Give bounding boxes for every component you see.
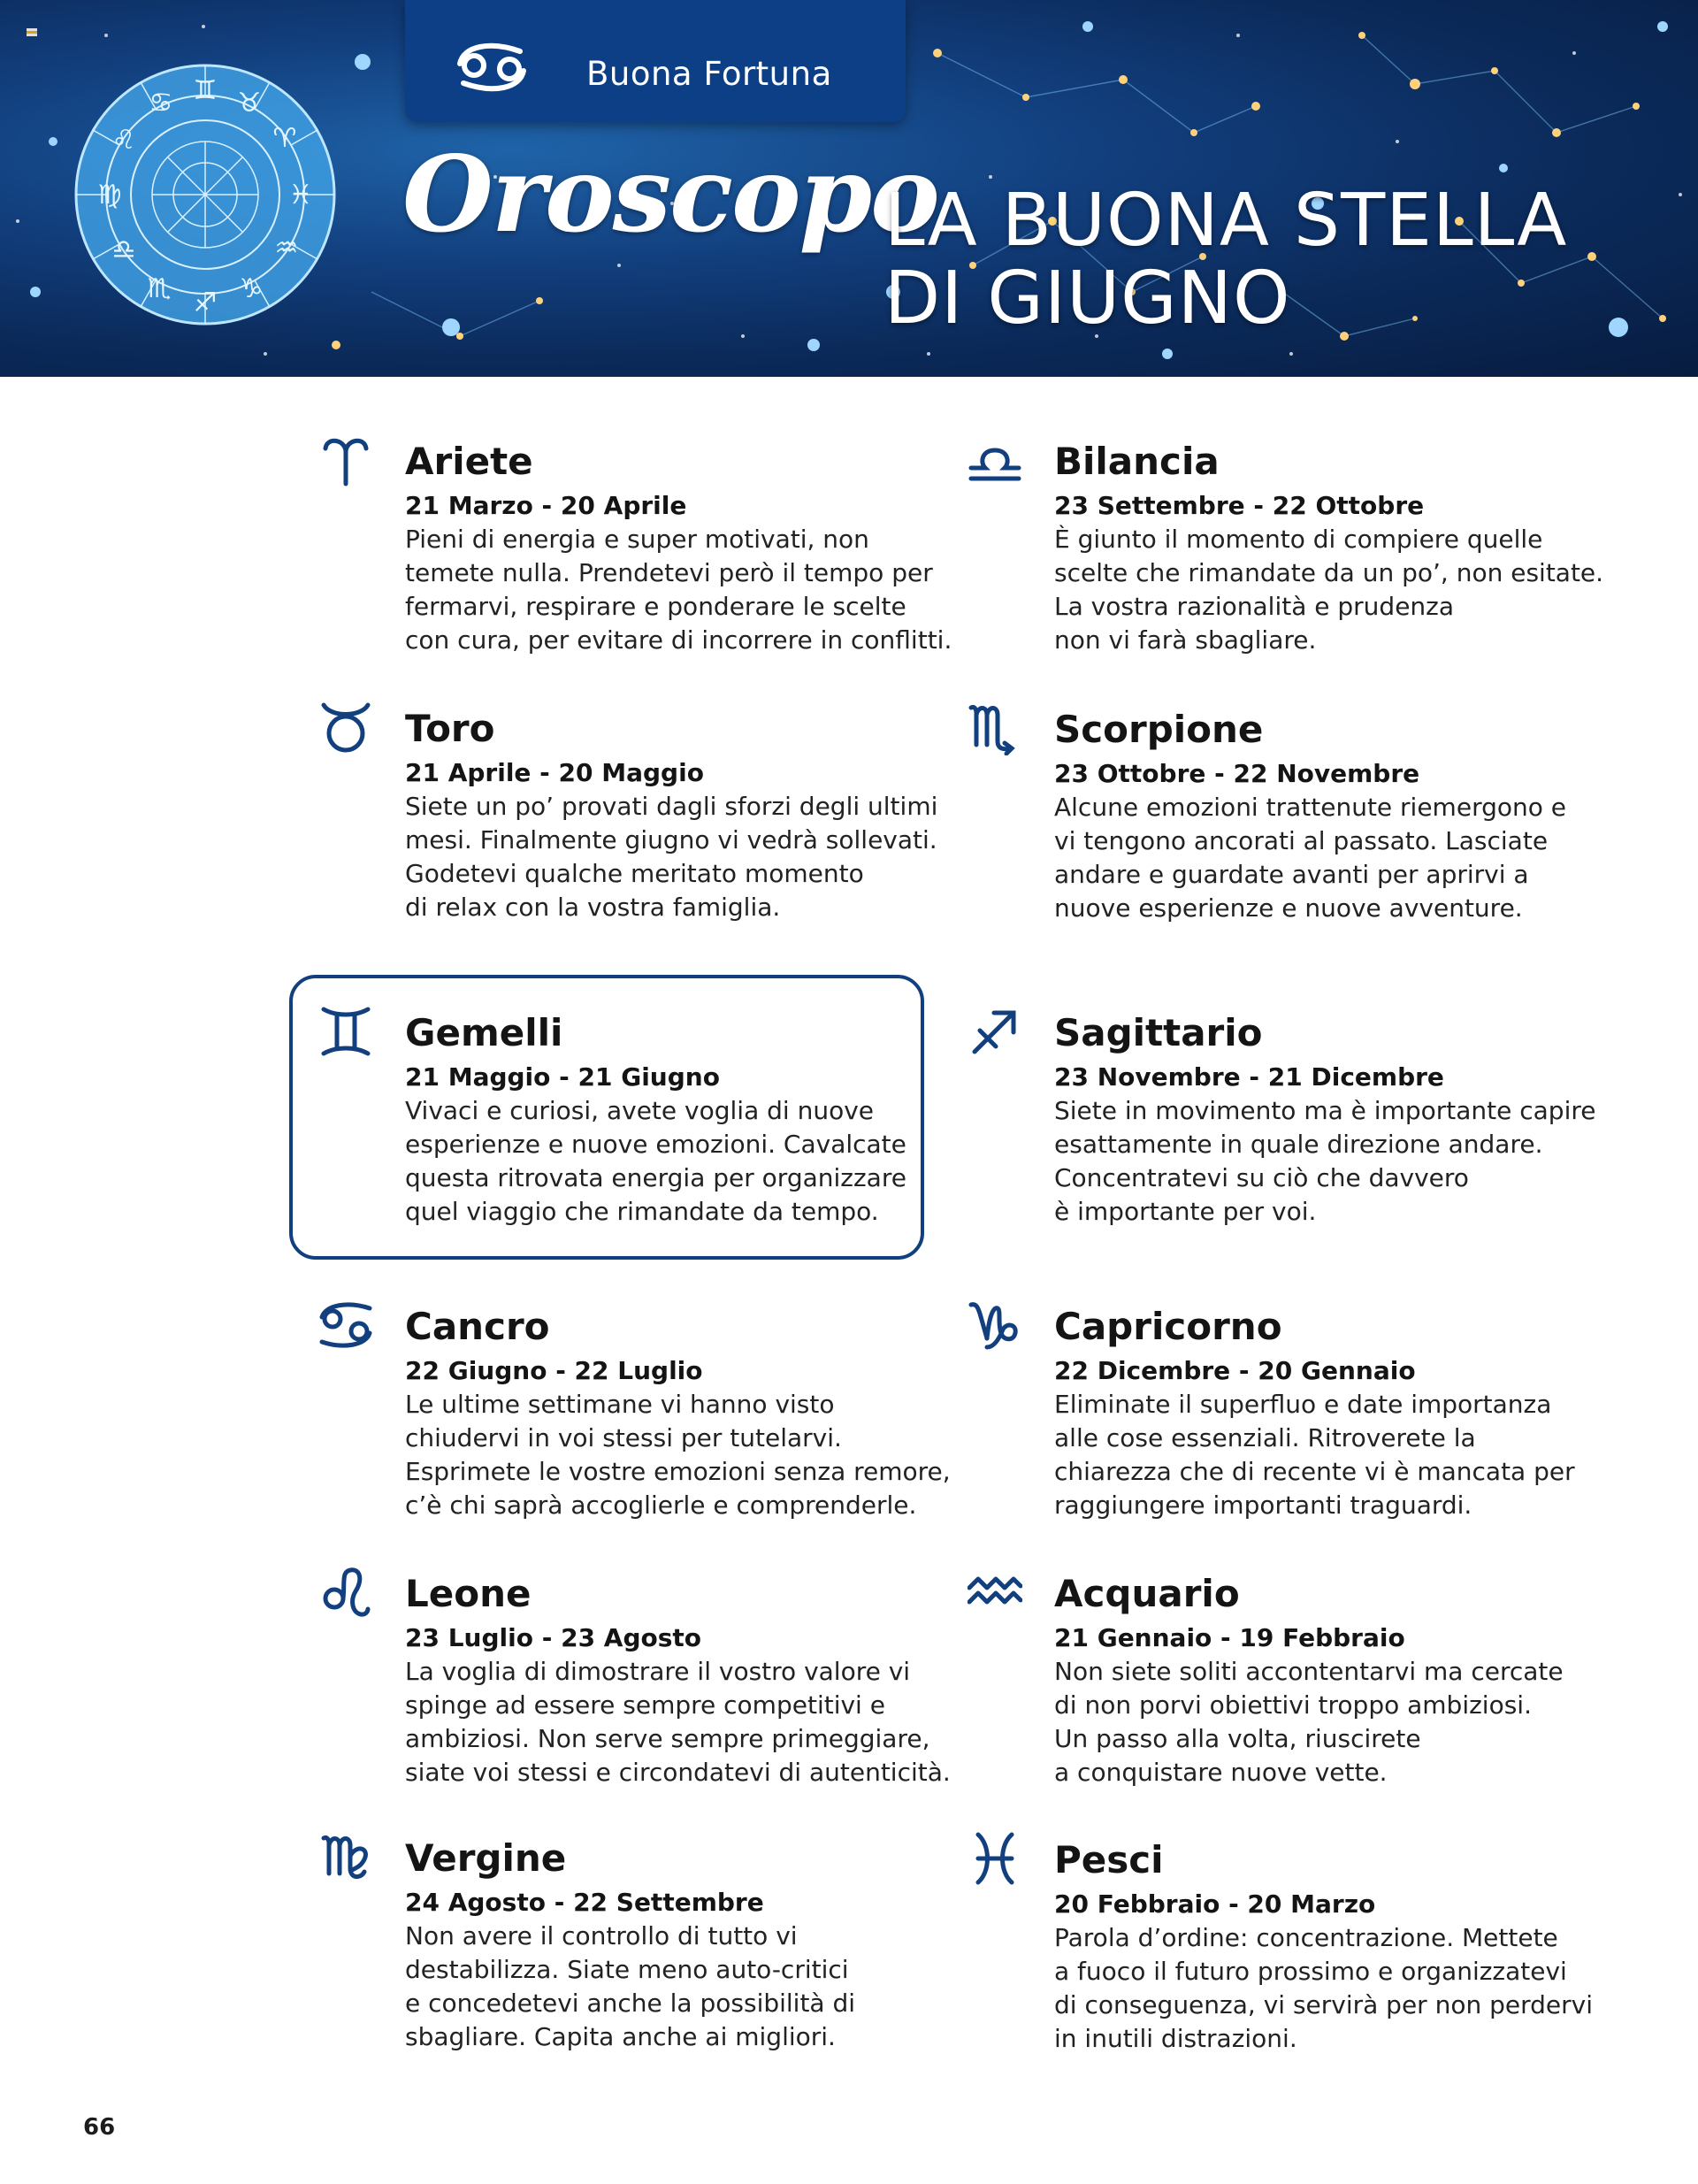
sign-dates: 23 Novembre - 21 Dicembre — [1054, 1062, 1444, 1092]
sign-description: Alcune emozioni trattenute riemergono e vi tengono ancorati al passato. Lasciate andare e guardate avanti per aprirvi a nuove esperienze e nuove avventure. — [1054, 793, 1566, 923]
sign-entry-pesci — [1054, 1838, 1673, 2056]
page-title-line-1: LA BUONA STELLA — [884, 179, 1568, 263]
cancer-icon — [318, 1298, 373, 1353]
sign-description: La voglia di dimostrare il vostro valore vi spinge ad essere sempre competitivi e ambiziosi. Non serve sempre primeggiare, siate voi stessi e circondatevi di autenticità. — [405, 1657, 951, 1787]
sign-description: Parola d’ordine: concentrazione. Mettete a fuoco il futuro prossimo e organizzatevi di conseguenza, vi servirà per non perdervi in inutili distrazioni. — [1054, 1923, 1593, 2053]
svg-text:♑: ♑ — [239, 273, 264, 304]
svg-text:♊: ♊ — [193, 75, 218, 106]
sagittarius-icon — [968, 1004, 1022, 1059]
sign-name: Leone — [405, 1572, 532, 1615]
leo-icon — [318, 1565, 373, 1620]
sign-name: Cancro — [405, 1305, 550, 1348]
sign-name: Bilancia — [1054, 440, 1220, 483]
sign-description: Le ultime settimane vi hanno visto chiudervi in voi stessi per tutelarvi. Esprimete le vostre emozioni senza remore, c’è chi saprà accoglierle e comprenderle. — [405, 1390, 951, 1520]
flag-icon — [27, 28, 37, 36]
header-banner — [0, 0, 1698, 377]
page-title-script: Oroscopo — [402, 133, 938, 256]
sign-description: Non siete soliti accontentarvi ma cercate di non porvi obiettivi troppo ambiziosi. Un passo alla volta, riuscirete a conquistare nuove vette. — [1054, 1657, 1564, 1787]
sign-description: Eliminate il superfluo e date importanza alle cose essenziali. Ritroverete la chiarezza che di recente vi è mancata per raggiungere importanti traguardi. — [1054, 1390, 1575, 1520]
sign-entry-capricorno — [1054, 1305, 1673, 1522]
page-number: 66 — [83, 2114, 116, 2141]
svg-text:♎: ♎ — [111, 234, 136, 265]
sign-name: Pesci — [1054, 1838, 1164, 1881]
pisces-icon — [968, 1831, 1022, 1886]
sign-name: Sagittario — [1054, 1011, 1263, 1054]
sign-entry-scorpione — [1054, 708, 1673, 925]
aries-icon — [318, 433, 373, 487]
sign-entry-toro — [405, 707, 1024, 924]
page-title-line-2: DI GIUGNO — [884, 257, 1291, 341]
sign-description: Siete un po’ provati dagli sforzi degli ultimi mesi. Finalmente giugno vi vedrà sollevati. Godetevi qualche meritato momento di relax con la vostra famiglia. — [405, 792, 938, 922]
svg-text:♐: ♐ — [193, 287, 218, 318]
taurus-icon — [318, 700, 373, 755]
sign-entry-gemelli — [405, 1011, 1024, 1229]
svg-text:♍: ♍ — [97, 180, 122, 211]
sign-dates: 23 Luglio - 23 Agosto — [405, 1623, 702, 1652]
sign-entry-cancro — [405, 1305, 1024, 1522]
scorpio-icon — [968, 701, 1022, 755]
sign-description: È giunto il momento di compiere quelle scelte che rimandate da un po’, non esitate. La vostra razionalità e prudenza non vi farà sbagliare. — [1054, 525, 1604, 655]
sign-dates: 21 Maggio - 21 Giugno — [405, 1062, 720, 1092]
sign-description: Siete in movimento ma è importante capire esattamente in quale direzione andare. Concentratevi su ciò che davvero è importante per voi. — [1054, 1096, 1596, 1226]
sign-dates: 23 Ottobre - 22 Novembre — [1054, 759, 1420, 788]
sign-name: Vergine — [405, 1836, 567, 1880]
sign-name: Acquario — [1054, 1572, 1240, 1615]
sign-name: Scorpione — [1054, 708, 1264, 751]
sign-dates: 22 Dicembre - 20 Gennaio — [1054, 1356, 1416, 1385]
page-title — [884, 179, 1680, 341]
tab-label: Buona Fortuna — [586, 55, 832, 93]
zodiac-wheel-icon — [73, 62, 338, 327]
svg-text:♉: ♉ — [237, 88, 262, 119]
svg-text:♌: ♌ — [111, 125, 136, 156]
libra-icon — [968, 433, 1022, 487]
sign-entry-ariete — [405, 440, 1024, 657]
cancer-icon — [455, 39, 529, 96]
gemini-icon — [318, 1004, 373, 1059]
sign-entry-acquario — [1054, 1572, 1673, 1789]
svg-text:♈: ♈ — [272, 123, 297, 154]
svg-text:♏: ♏ — [147, 273, 172, 304]
sign-entry-sagittario — [1054, 1011, 1673, 1229]
sign-name: Toro — [405, 707, 495, 750]
sign-entry-leone — [405, 1572, 1024, 1789]
svg-text:♓: ♓ — [288, 180, 313, 211]
sign-name: Gemelli — [405, 1011, 563, 1054]
sign-dates: 21 Aprile - 20 Maggio — [405, 758, 704, 787]
sign-entry-vergine — [405, 1836, 1024, 2054]
sign-description: Vivaci e curiosi, avete voglia di nuove esperienze e nuove emozioni. Cavalcate questa ritrovata energia per organizzare quel viaggio che rimandate da tempo. — [405, 1096, 906, 1226]
sign-dates: 20 Febbraio - 20 Marzo — [1054, 1889, 1376, 1919]
svg-text:♒: ♒ — [274, 233, 299, 264]
category-tab — [405, 0, 906, 122]
sign-dates: 22 Giugno - 22 Luglio — [405, 1356, 703, 1385]
virgo-icon — [318, 1829, 373, 1884]
sign-dates: 21 Gennaio - 19 Febbraio — [1054, 1623, 1405, 1652]
svg-text:♋: ♋ — [149, 88, 173, 119]
sign-name: Capricorno — [1054, 1305, 1282, 1348]
aquarius-icon — [968, 1565, 1022, 1620]
sign-dates: 23 Settembre - 22 Ottobre — [1054, 491, 1425, 520]
sign-name: Ariete — [405, 440, 533, 483]
sign-description: Pieni di energia e super motivati, non temete nulla. Prendetevi però il tempo per fermarvi, respirare e ponderare le scelte con cura, per evitare di incorrere in conflitti. — [405, 525, 952, 655]
sign-description: Non avere il controllo di tutto vi destabilizza. Siate meno auto-critici e concedetevi anche la possibilità di sbagliare. Capita anche ai migliori. — [405, 1921, 856, 2051]
sign-entry-bilancia — [1054, 440, 1673, 657]
capricorn-icon — [968, 1298, 1022, 1353]
sign-dates: 24 Agosto - 22 Settembre — [405, 1888, 764, 1917]
sign-dates: 21 Marzo - 20 Aprile — [405, 491, 687, 520]
